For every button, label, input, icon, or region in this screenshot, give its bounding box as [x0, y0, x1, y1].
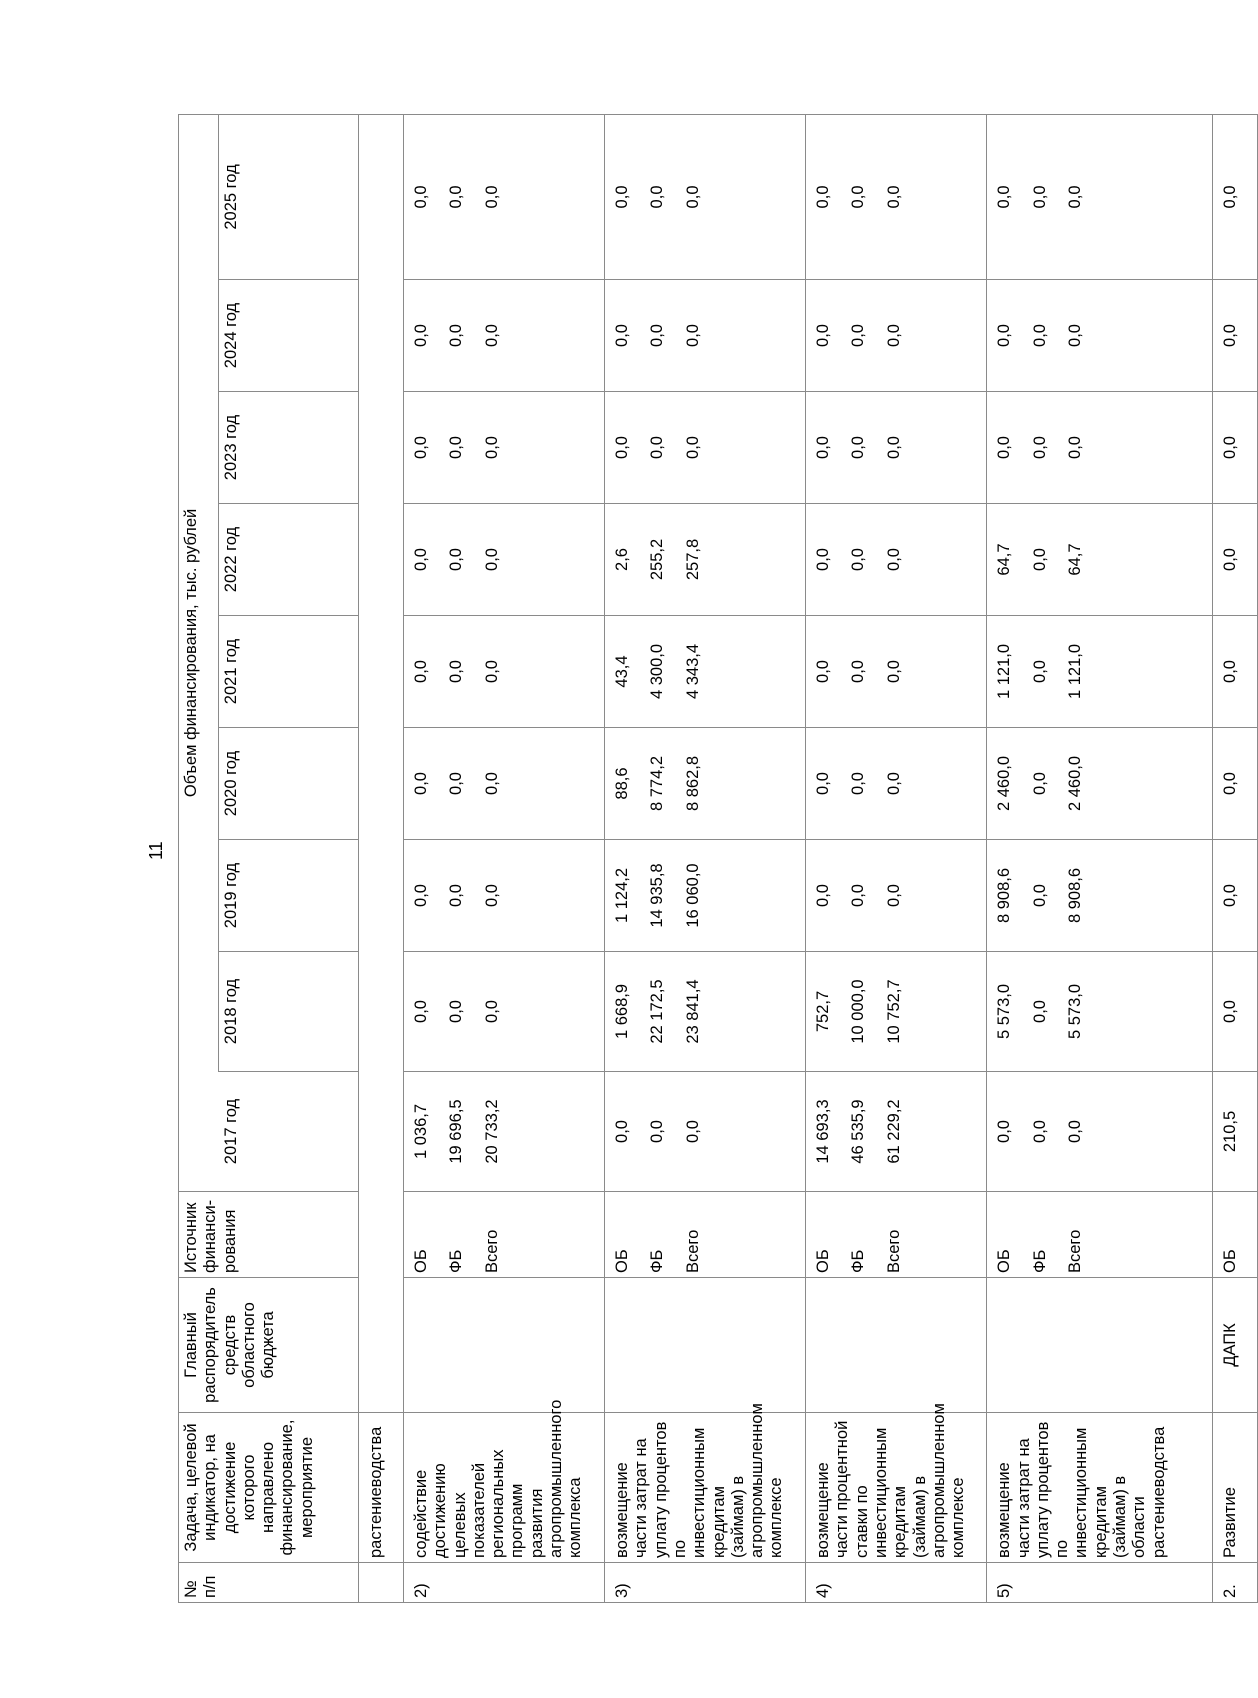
row-value: 752,7	[806, 952, 842, 1072]
row-value: 0,0	[987, 114, 1023, 279]
row-value: 0,0	[806, 616, 842, 728]
row-value: 0,0	[404, 840, 440, 952]
row-value: 0,0	[475, 952, 605, 1072]
row-value: 0,0	[806, 728, 842, 840]
row-source: ФБ	[841, 1192, 876, 1278]
row-value: 0,0	[439, 280, 474, 392]
header-source: Источник финанси-рования	[179, 1192, 359, 1278]
row-value: 0,0	[841, 114, 876, 279]
row-value: 255,2	[640, 504, 675, 616]
row-value: 0,0	[877, 392, 987, 504]
row-value: 0,0	[439, 840, 474, 952]
row-num	[359, 1563, 404, 1603]
row-admin	[605, 1278, 806, 1413]
row-value: 0,0	[439, 392, 474, 504]
row-value: 0,0	[439, 616, 474, 728]
row-source: ОБ	[987, 1192, 1023, 1278]
row-value: 64,7	[1058, 504, 1213, 616]
row-value: 14 935,8	[640, 840, 675, 952]
row-num: 3)	[605, 1563, 806, 1603]
row-value: 0,0	[404, 114, 440, 279]
row-value: 0,0	[806, 840, 842, 952]
row-source: ОБ	[605, 1192, 641, 1278]
row-value: 0,0	[605, 280, 641, 392]
row-source: ОБ	[404, 1192, 440, 1278]
row-value: 0,0	[439, 952, 474, 1072]
row-value: 0,0	[877, 728, 987, 840]
row-value: 0,0	[1023, 616, 1058, 728]
row-value: 0,0	[475, 280, 605, 392]
row-value: 0,0	[1213, 280, 1258, 392]
header-year: 2022 год	[219, 504, 359, 616]
row-value: 0,0	[1213, 952, 1258, 1072]
row-value: 0,0	[640, 392, 675, 504]
row-task: возмещение части затрат на уплату процентов по инвестиционным кредитам (займам) в области растениеводства	[987, 1413, 1213, 1563]
table-body	[404, 114, 1258, 1602]
table-row	[806, 114, 842, 1602]
row-value: 0,0	[1023, 392, 1058, 504]
header-num: № п/п	[179, 1563, 359, 1603]
row-value: 0,0	[841, 840, 876, 952]
row-value: 0,0	[676, 1072, 806, 1192]
row-value: 22 172,5	[640, 952, 675, 1072]
row-task: содействие достижению целевых показателей региональных программ развития агропромышленного комплекса	[404, 1413, 605, 1563]
row-value: 0,0	[1213, 840, 1258, 952]
row-value: 0,0	[806, 504, 842, 616]
header-year: 2023 год	[219, 392, 359, 504]
row-value: 0,0	[1023, 952, 1058, 1072]
row-value: 0,0	[1023, 1072, 1058, 1192]
row-value: 8 862,8	[676, 728, 806, 840]
row-num: 2.	[1213, 1563, 1258, 1603]
header-year: 2021 год	[219, 616, 359, 728]
row-value: 5 573,0	[1058, 952, 1213, 1072]
row-value: 0,0	[1213, 392, 1258, 504]
row-empty	[359, 114, 404, 1412]
row-value: 0,0	[475, 392, 605, 504]
page-number: 11	[146, 841, 166, 860]
row-value: 0,0	[475, 840, 605, 952]
row-value: 0,0	[877, 840, 987, 952]
header-funding: Объем финансирования, тыс. рублей	[179, 114, 219, 1191]
row-value: 0,0	[841, 728, 876, 840]
row-value: 0,0	[605, 1072, 641, 1192]
row-value: 0,0	[1058, 114, 1213, 279]
row-admin: ДАПК	[1213, 1278, 1258, 1413]
funding-table	[178, 114, 1258, 1603]
row-value: 0,0	[877, 616, 987, 728]
row-value: 23 841,4	[676, 952, 806, 1072]
header-year: 2020 год	[219, 728, 359, 840]
row-value: 5 573,0	[987, 952, 1023, 1072]
row-task: возмещение части затрат на уплату процентов по инвестиционным кредитам (займам) в агропромышленном комплексе	[605, 1413, 806, 1563]
row-value: 0,0	[1023, 280, 1058, 392]
row-value: 16 060,0	[676, 840, 806, 952]
row-value: 8 774,2	[640, 728, 675, 840]
row-value: 0,0	[404, 616, 440, 728]
row-num: 2)	[404, 1563, 605, 1603]
row-value: 0,0	[1058, 280, 1213, 392]
row-value: 0,0	[987, 280, 1023, 392]
row-value: 4 343,4	[676, 616, 806, 728]
header-year: 2018 год	[219, 952, 359, 1072]
row-admin	[404, 1278, 605, 1413]
row-value: 0,0	[640, 114, 675, 279]
row-value: 43,4	[605, 616, 641, 728]
row-value: 0,0	[605, 392, 641, 504]
row-value: 0,0	[640, 280, 675, 392]
table-row	[359, 114, 404, 1602]
row-value: 0,0	[605, 114, 641, 279]
row-value: 0,0	[475, 114, 605, 279]
row-value: 2 460,0	[1058, 728, 1213, 840]
row-value: 0,0	[676, 280, 806, 392]
row-value: 0,0	[404, 728, 440, 840]
row-value: 8 908,6	[1058, 840, 1213, 952]
row-value: 8 908,6	[987, 840, 1023, 952]
row-value: 1 121,0	[987, 616, 1023, 728]
row-source: ФБ	[640, 1192, 675, 1278]
row-value: 0,0	[1023, 840, 1058, 952]
table-row	[1213, 114, 1258, 1602]
row-value: 0,0	[1023, 114, 1058, 279]
table-row	[404, 114, 440, 1602]
header-year: 2025 год	[219, 114, 359, 279]
row-value: 0,0	[806, 392, 842, 504]
row-value: 0,0	[841, 616, 876, 728]
row-num: 4)	[806, 1563, 987, 1603]
header-year: 2019 год	[219, 840, 359, 952]
row-value: 0,0	[676, 392, 806, 504]
row-value: 0,0	[841, 392, 876, 504]
row-value: 0,0	[475, 728, 605, 840]
row-source: ОБ	[1213, 1192, 1258, 1278]
row-value: 210,5	[1213, 1072, 1258, 1192]
row-source: Всего	[676, 1192, 806, 1278]
row-source: Всего	[877, 1192, 987, 1278]
row-admin	[806, 1278, 987, 1413]
row-value: 0,0	[806, 114, 842, 279]
row-value: 0,0	[404, 280, 440, 392]
header-year: 2017 год	[219, 1072, 359, 1192]
row-value: 0,0	[1213, 728, 1258, 840]
row-source: ФБ	[1023, 1192, 1058, 1278]
row-task: растениеводства	[359, 1413, 404, 1563]
row-value: 0,0	[877, 280, 987, 392]
row-value: 0,0	[439, 504, 474, 616]
row-value: 0,0	[640, 1072, 675, 1192]
header-task: Задача, целевой индикатор, на достижение которого направлено финансирование, мероприятие	[179, 1413, 359, 1563]
row-source: Всего	[475, 1192, 605, 1278]
row-value: 0,0	[1023, 728, 1058, 840]
row-value: 88,6	[605, 728, 641, 840]
row-value: 1 036,7	[404, 1072, 440, 1192]
row-value: 0,0	[475, 504, 605, 616]
row-value: 61 229,2	[877, 1072, 987, 1192]
row-source: Всего	[1058, 1192, 1213, 1278]
row-value: 1 121,0	[1058, 616, 1213, 728]
row-num: 5)	[987, 1563, 1213, 1603]
row-value: 0,0	[841, 280, 876, 392]
row-value: 0,0	[439, 728, 474, 840]
table-row	[987, 114, 1023, 1602]
row-value: 46 535,9	[841, 1072, 876, 1192]
header-admin: Главный распорядитель средств областного бюджета	[179, 1278, 359, 1413]
header-year: 2024 год	[219, 280, 359, 392]
row-admin	[987, 1278, 1213, 1413]
row-value: 0,0	[877, 114, 987, 279]
row-task: возмещение части процентной ставки по инвестиционным кредитам (займам) в агропромышленном комплексе	[806, 1413, 987, 1563]
row-value: 0,0	[1058, 1072, 1213, 1192]
row-value: 10 752,7	[877, 952, 987, 1072]
row-value: 0,0	[1213, 616, 1258, 728]
row-value: 0,0	[1213, 504, 1258, 616]
row-source: ФБ	[439, 1192, 474, 1278]
row-value: 0,0	[987, 1072, 1023, 1192]
table-row	[605, 114, 641, 1602]
row-value: 0,0	[475, 616, 605, 728]
row-value: 257,8	[676, 504, 806, 616]
row-value: 14 693,3	[806, 1072, 842, 1192]
row-value: 0,0	[1058, 392, 1213, 504]
row-value: 0,0	[439, 114, 474, 279]
row-value: 10 000,0	[841, 952, 876, 1072]
row-value: 0,0	[1023, 504, 1058, 616]
row-source: ОБ	[806, 1192, 842, 1278]
row-value: 4 300,0	[640, 616, 675, 728]
row-value: 0,0	[841, 504, 876, 616]
row-value: 1 668,9	[605, 952, 641, 1072]
row-value: 1 124,2	[605, 840, 641, 952]
row-value: 2,6	[605, 504, 641, 616]
row-task: Развитие	[1213, 1413, 1258, 1563]
row-value: 0,0	[404, 952, 440, 1072]
row-value: 19 696,5	[439, 1072, 474, 1192]
rotated-page	[178, 116, 1240, 1603]
header-row	[179, 114, 219, 1602]
row-value: 0,0	[877, 504, 987, 616]
row-value: 20 733,2	[475, 1072, 605, 1192]
row-value: 0,0	[676, 114, 806, 279]
row-value: 0,0	[404, 392, 440, 504]
row-value: 0,0	[1213, 114, 1258, 279]
row-value: 0,0	[404, 504, 440, 616]
row-value: 0,0	[987, 392, 1023, 504]
row-value: 2 460,0	[987, 728, 1023, 840]
row-value: 64,7	[987, 504, 1023, 616]
row-value: 0,0	[806, 280, 842, 392]
